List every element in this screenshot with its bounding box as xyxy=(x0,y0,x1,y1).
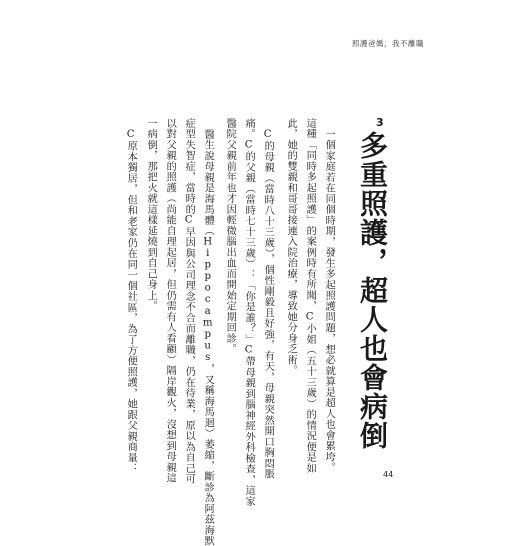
body-line: 痛。C的父親（當時七十三歲）：「你是誰？」C帶母親到腦神經外科檢查，這家 xyxy=(243,118,255,507)
body-line: 醫院父親前年也才因輕微腦出血而開始定期回診。 xyxy=(224,118,236,355)
body-line: 醫生說母親是海馬體（Hippocampus，又稱海馬迴）萎縮，斷診為阿茲海默 xyxy=(202,129,214,546)
page-number: 44 xyxy=(383,470,394,479)
body-line: 症型失智症，當時的C早因與公司理念不合而離職，仍在待業，原以為自己可 xyxy=(183,118,195,485)
body-line: 一個家庭若在同個時期，發生多起照護問題，想必就算是超人也會累垮。 xyxy=(323,129,335,473)
body-line: C的母親（當時八十三歲），個性剛毅且好強，有天，母親突然開口胸悶脹 xyxy=(262,129,274,480)
body-line: 此，她的雙親和哥哥接連入院治療，導致她分身乏術。 xyxy=(285,118,297,376)
body-line: C原本獨居，但和老家仍在同一個社區，為了方便照護，她跟父親商量： xyxy=(125,129,137,474)
chapter-title: 多重照護，超人也會病倒 xyxy=(356,131,389,450)
body-line: 以對父親的照護（尚能自理起居，但仍需有人看顧）隔岸觀火，沒想到母親這 xyxy=(164,118,176,484)
body-line: 這種「同時多起照護」的案例時有所聞，C小姐（五十三歲）的情況便是如 xyxy=(304,118,316,474)
chapter-number: 3 xyxy=(376,116,384,129)
running-head: 照護爸媽，我不離職 xyxy=(352,39,424,48)
body-line: 一病倒，那把火就這樣延燒到自己身上。 xyxy=(145,118,157,312)
